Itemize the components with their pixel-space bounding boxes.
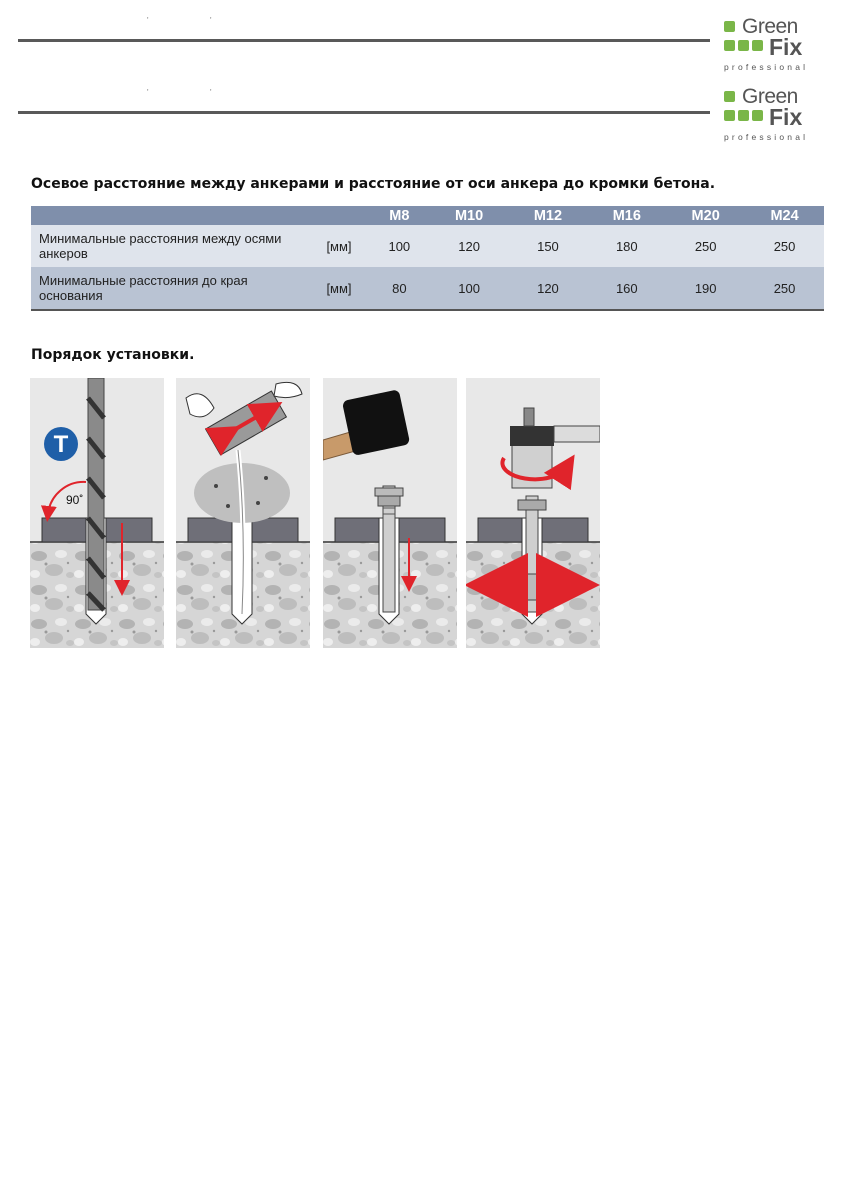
row-label: Минимальные расстояния между осями анкеров	[31, 225, 309, 267]
blow-out-pump-icon	[176, 378, 310, 648]
table-cell: 100	[369, 225, 430, 267]
table-cell: 150	[509, 225, 588, 267]
column-header: M8	[369, 206, 430, 225]
table-header-row	[31, 206, 824, 225]
row-label: Минимальные расстояния до края основания	[31, 267, 309, 310]
column-header: M20	[666, 206, 745, 225]
logo-tagline: professional	[724, 132, 809, 142]
step-badge: T	[53, 431, 69, 458]
header-mark: '	[147, 16, 149, 25]
section-title-distances: Осевое расстояние между анкерами и расстояние от оси анкера до кромки бетона.	[31, 176, 716, 192]
logo-tagline: professional	[724, 62, 809, 72]
logo-word-fix: Fix	[769, 34, 803, 60]
column-header: M12	[509, 206, 588, 225]
table-row	[31, 225, 824, 267]
table-cell: 120	[509, 267, 588, 310]
install-step-drill	[30, 378, 164, 648]
header-rule	[18, 39, 710, 42]
header-rule	[18, 111, 710, 114]
anchor-distance-table	[31, 206, 824, 311]
header-mark: '	[147, 88, 149, 97]
table-cell: 80	[369, 267, 430, 310]
logo-word-green: Green	[742, 15, 798, 38]
angle-label: 90˚	[66, 493, 84, 507]
table-cell: 250	[745, 267, 824, 310]
table-row	[31, 267, 824, 310]
header-mark: '	[210, 88, 212, 97]
hammer-icon	[323, 378, 457, 648]
column-header: M16	[587, 206, 666, 225]
table-cell: 250	[745, 225, 824, 267]
column-header: M24	[745, 206, 824, 225]
section-title-installation: Порядок установки.	[31, 347, 195, 363]
greenfix-logo	[724, 15, 824, 76]
install-step-hammer	[323, 378, 457, 648]
drill-icon	[30, 378, 164, 648]
table-cell: 100	[430, 267, 509, 310]
row-unit: [мм]	[309, 267, 369, 310]
column-header: M10	[430, 206, 509, 225]
logo-word-fix: Fix	[769, 104, 803, 130]
row-unit: [мм]	[309, 225, 369, 267]
install-step-clean	[176, 378, 310, 648]
greenfix-logo	[724, 85, 824, 146]
table-cell: 250	[666, 225, 745, 267]
install-step-torque	[466, 378, 600, 648]
table-cell: 160	[587, 267, 666, 310]
logo-word-green: Green	[742, 85, 798, 108]
table-cell: 180	[587, 225, 666, 267]
torque-wrench-icon	[466, 378, 600, 648]
table-cell: 190	[666, 267, 745, 310]
table-cell: 120	[430, 225, 509, 267]
header-mark: '	[210, 16, 212, 25]
